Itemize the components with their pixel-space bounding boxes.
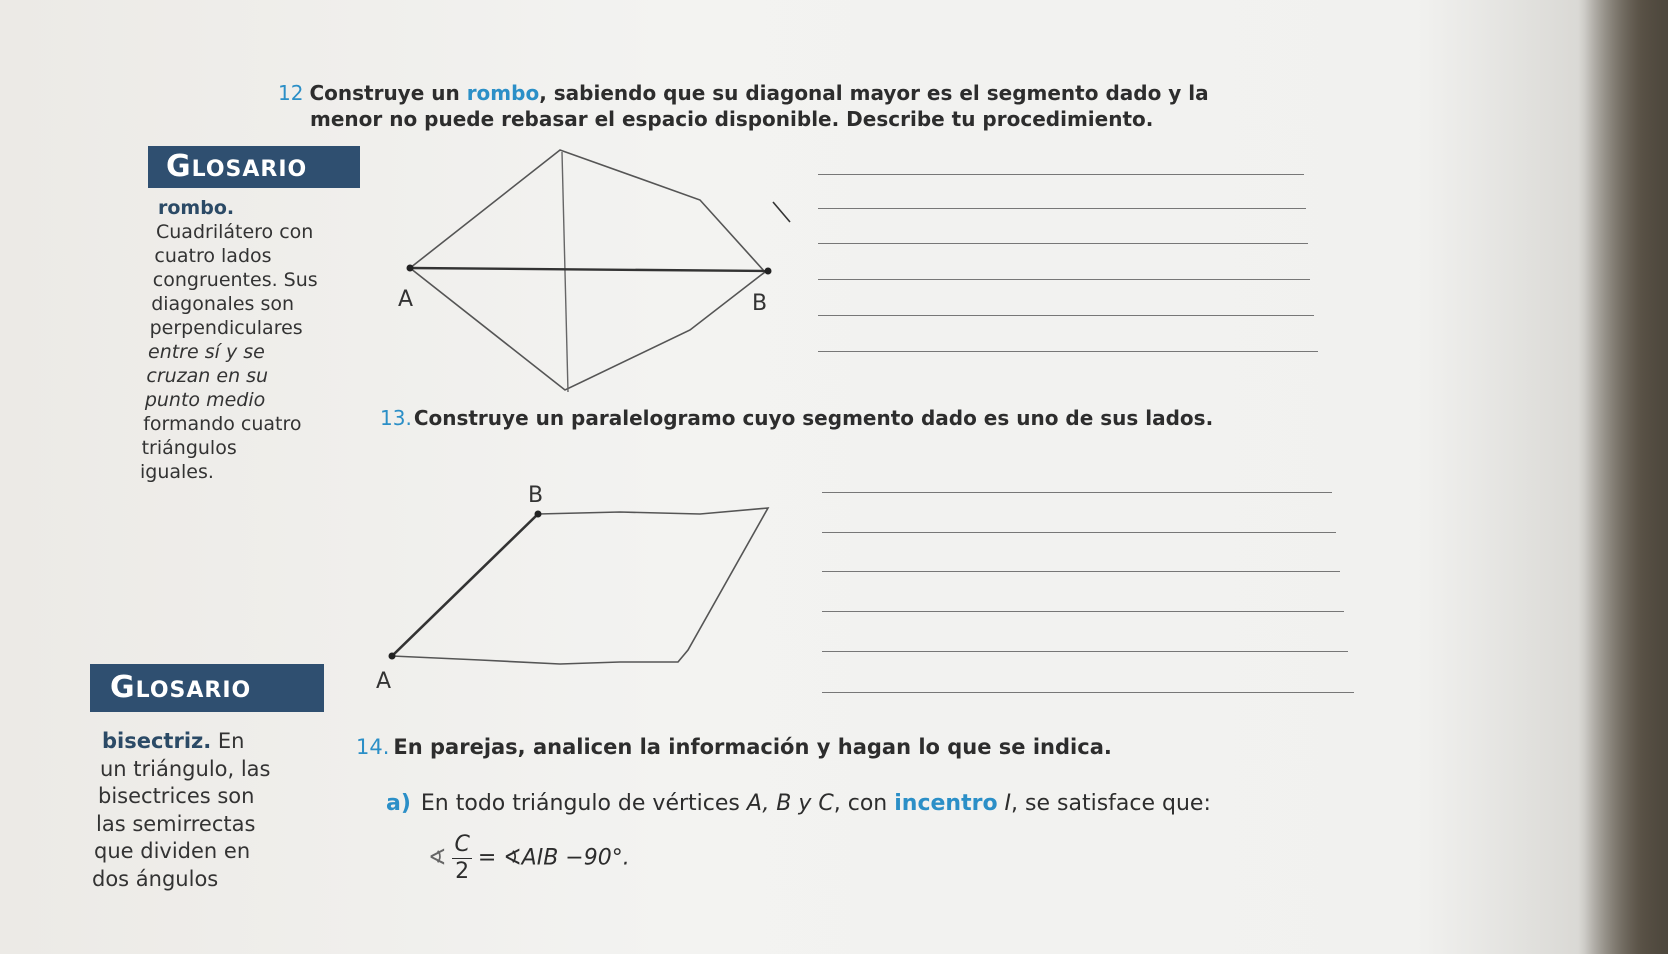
glossary-definition-bisectriz [88,756,271,894]
glossary-definition-rombo [140,220,318,484]
question-14: 14. En parejas, analicen la información y hagan lo que se indica. [356,735,1112,759]
term-rombo-highlight: rombo [466,81,540,105]
answer-line[interactable] [822,611,1344,612]
question-12: 12 Construye un rombo, sabiendo que su diagonal mayor es el segmento dado y la [278,81,1209,105]
page-edge-shadow [1578,0,1668,954]
glossary-line: cuatro lados [154,245,272,267]
question-13-number: 13. [380,406,412,430]
glossary-line: congruentes. Sus [152,269,318,291]
glossary-line: dos ángulos [92,866,219,891]
label-b-2: B [528,483,544,508]
item-a-letter: a) [386,791,411,816]
label-b-1: B [752,291,768,316]
glossary-line: punto medio [144,389,266,411]
glossary-header-1: GLOSARIO [148,146,360,188]
glossary-line: entre sí y se [148,341,265,363]
glossary-line: triángulos [141,437,237,459]
glossary-line: un triángulo, las [100,756,271,781]
answer-line[interactable] [818,243,1308,244]
answer-line[interactable] [822,532,1336,533]
glossary-body-2: bisectriz. En un triángulo, las bisectrices son las semirrectas que dividen en dos ángulos [88,728,271,893]
answer-line[interactable] [818,351,1318,352]
term-incentro-highlight: incentro [894,791,998,816]
answer-line[interactable] [818,208,1306,209]
question-13: 13. Construye un paralelogramo cuyo segmento dado es uno de sus lados. [380,406,1214,430]
glossary-line: que dividen en [94,839,251,863]
answer-line[interactable] [822,571,1340,572]
glossary-term-bisectriz: bisectriz. [102,729,212,753]
answer-line[interactable] [818,315,1314,316]
angle-formula: ∢ $\frac{C}{2}$ = ∢AIB −90°. [428,832,630,884]
glossary-line: diagonales son [151,293,295,315]
glossary-line: perpendiculares [149,317,303,339]
glossary-line: Cuadrilátero con [156,221,314,243]
question-12-line2: menor no puede rebasar el espacio disponible. Describe tu procedimiento. [310,107,1154,131]
answer-line[interactable] [822,651,1348,652]
answer-line[interactable] [818,174,1304,175]
question-12-number: 12 [278,81,304,105]
glossary-line: bisectrices son [98,784,255,808]
glossary-line: iguales. [140,461,214,483]
formula-fraction: $\frac{C}{2}$ [454,832,470,884]
glossary-line: cruzan en su [146,365,269,387]
label-a-1: A [398,287,414,312]
glossary-line: formando cuatro [143,413,302,435]
question-14-number: 14. [356,735,390,759]
glossary-line: las semirrectas [96,811,256,836]
answer-line[interactable] [818,279,1310,280]
label-a-2: A [376,669,392,694]
question-14a: a) En todo triángulo de vértices A, B y C, con incentro I, se satisface que: [386,791,1211,816]
glossary-term-rombo: rombo. [158,197,235,219]
answer-line[interactable] [822,692,1354,693]
glossary-body-1 [140,196,318,484]
glossary-header-2: GLOSARIO [90,664,324,712]
answer-line[interactable] [822,492,1332,493]
